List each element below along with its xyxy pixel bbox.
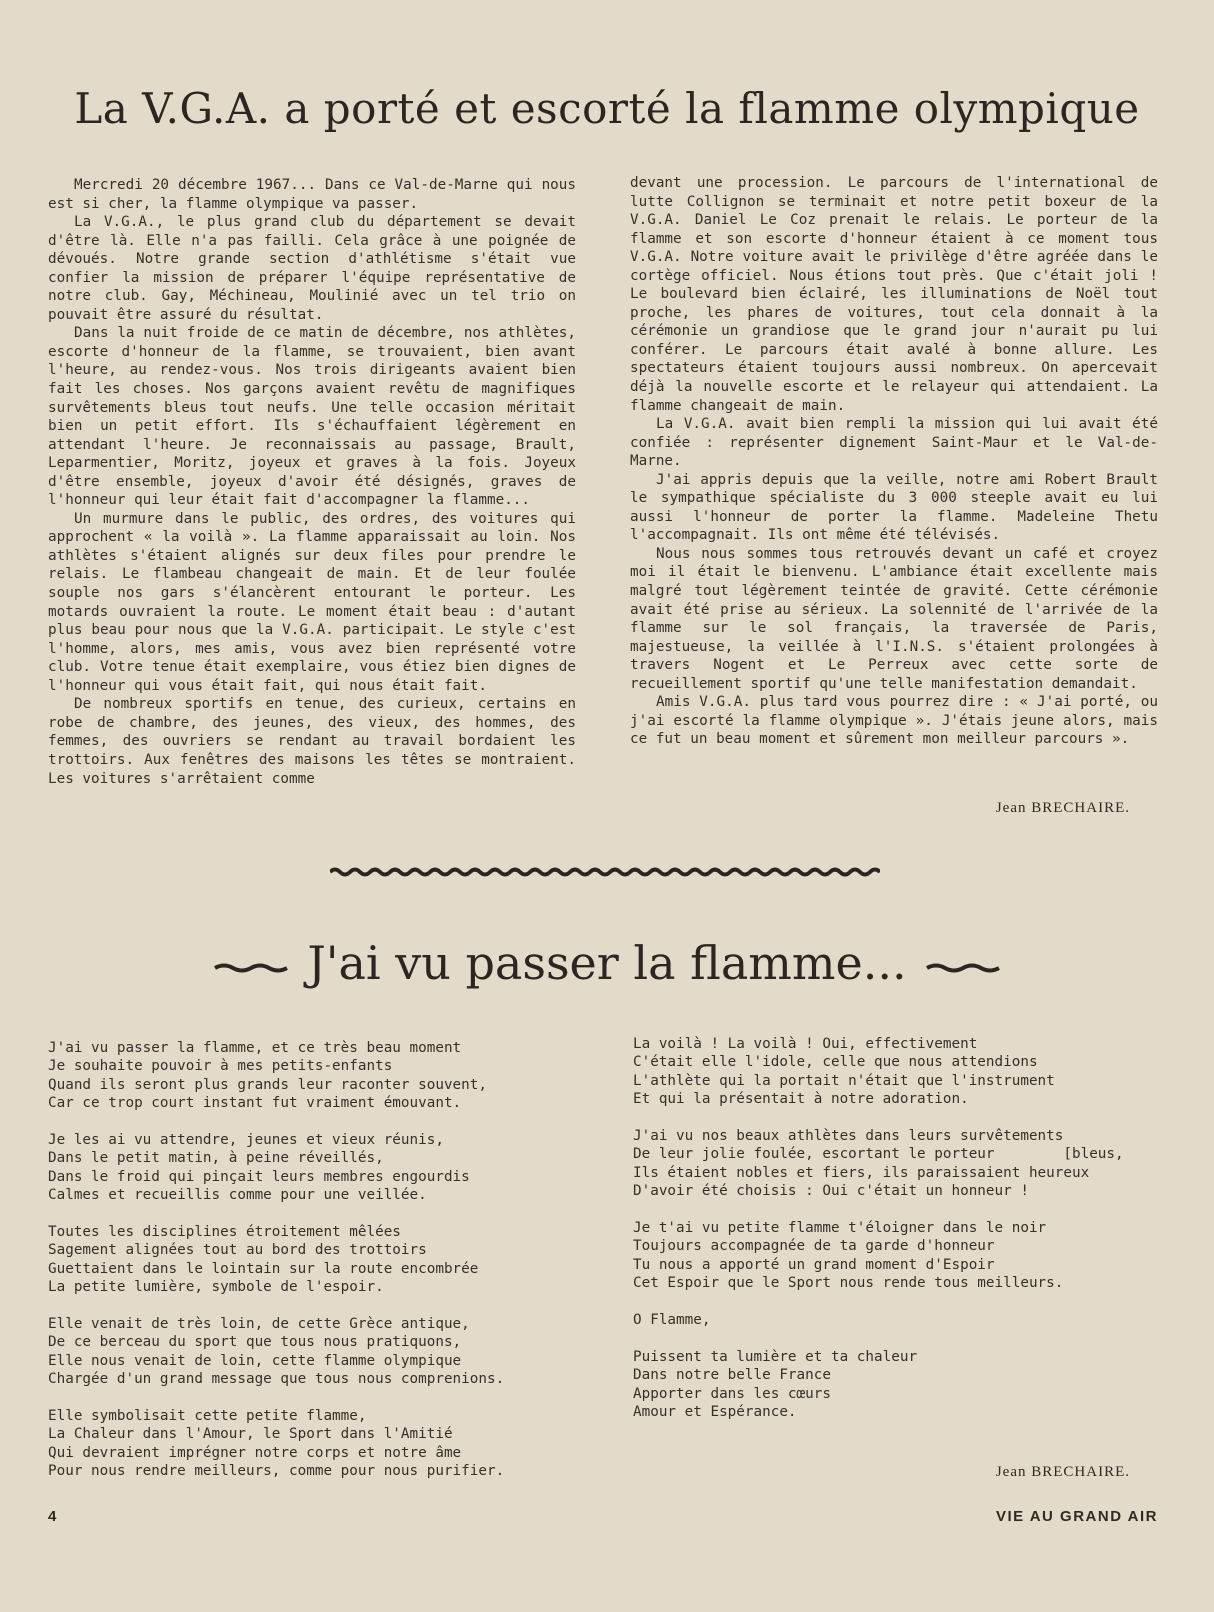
article-paragraph: Un murmure dans le public, des ordres, des voitures qui approchent « la voilà ». La flamme apparaissait au loin. Nos athlètes s'étaient alignés sur deux files pour prendre le relais. Le flambeau changeait de main. Et de leur foulée souple nos gars s'élancèrent entourant le porteur. Les motards ouvraient la route. Le moment était beau : d'autant plus beau pour nous que la V.G.A. participait. Le style c'est l'homme, alors, mes amis, vous avez bien représenté votre club. Votre tenue était exemplaire, vous étiez bien dignes de l'honneur qui vous était fait, qui nous était fait. xyxy=(48,510,576,694)
poem-line: Et qui la présentait à notre adoration. xyxy=(633,1091,969,1108)
page-number: 4 xyxy=(48,1508,57,1525)
poem-line: Guettaient dans le lointain sur la route encombrée xyxy=(48,1260,479,1277)
poem-line: La Chaleur dans l'Amour, le Sport dans l'Amitié xyxy=(48,1426,453,1443)
poem-line: Elle symbolisait cette petite flamme, xyxy=(48,1408,367,1425)
poem-line: Amour et Espérance. xyxy=(633,1404,797,1421)
poem-stanza xyxy=(633,1348,1173,1422)
poem-line: C'était elle l'idole, celle que nous attendions xyxy=(633,1054,1038,1071)
article-paragraph: Nous nous sommes tous retrouvés devant un café et croyez moi il était le bienvenu. L'ambiance était excellente mais malgré tout légèrement teintée de gravité. Cette cérémonie avait été prise au sérieux. La solennité de l'arrivée de la flamme sur le sol français, la traversée de Paris, majestueuse, la veillée à l'I.N.S. s'étaient prolongées à travers Nogent et Le Perreux avec cette sorte de recueillement sportif qu'une telle manifestation demandait. xyxy=(630,545,1158,692)
poem-line: Je les ai vu attendre, jeunes et vieux réunis, xyxy=(48,1132,444,1149)
poem-line: Elle nous venait de loin, cette flamme olympique xyxy=(48,1352,462,1369)
poem-line: Elle venait de très loin, de cette Grèce antique, xyxy=(48,1316,470,1333)
poem-line: J'ai vu nos beaux athlètes dans leurs survêtements xyxy=(633,1128,1064,1145)
poem-stanza xyxy=(48,1407,588,1481)
poem-line: Qui devraient imprégner notre corps et notre âme xyxy=(48,1444,462,1461)
poem-stanza xyxy=(48,1131,588,1205)
poem-line: Je souhaite pouvoir à mes petits-enfants xyxy=(48,1058,393,1075)
poem-line: Sagement alignées tout au bord des trottoirs xyxy=(48,1242,427,1259)
poem-stanza xyxy=(633,1219,1173,1293)
poem-stanza xyxy=(633,1127,1173,1201)
wavy-divider xyxy=(330,866,880,878)
article-paragraph: Amis V.G.A. plus tard vous pourrez dire : « J'ai porté, ou j'ai escorté la flamme olympique ». J'étais jeune alors, mais ce fut un beau moment et sûrement mon meilleur parcours ». xyxy=(630,694,1158,748)
poem-column-right xyxy=(633,1035,1173,1440)
poem-line: Cet Espoir que le Sport nous rende tous meilleurs. xyxy=(633,1275,1064,1292)
poem-column-left xyxy=(48,1039,588,1499)
poem-line: Toutes les disciplines étroitement mêlées xyxy=(48,1224,401,1241)
poem-signature: Jean BRECHAIRE. xyxy=(995,1464,1130,1480)
poem-line: Dans notre belle France xyxy=(633,1367,831,1384)
poem-line: Tu nous a apporté un grand moment d'Espoir xyxy=(633,1256,995,1273)
poem-line: Puissent ta lumière et ta chaleur xyxy=(633,1348,918,1365)
poem-stanza xyxy=(48,1223,588,1297)
poem-line: Toujours accompagnée de ta garde d'honneur xyxy=(633,1238,995,1255)
poem-line: Je t'ai vu petite flamme t'éloigner dans le noir xyxy=(633,1220,1047,1237)
article-column-left xyxy=(48,176,576,788)
article-signature: Jean BRECHAIRE. xyxy=(995,800,1130,816)
article-paragraph: J'ai appris depuis que la veille, notre ami Robert Brault le sympathique spécialiste du 3 000 steeple avait eu lui aussi l'honneur de porter la flamme. Madeleine Thetu l'accompagnait. Ils ont même été télévisés. xyxy=(630,471,1158,544)
poem-line: Dans le petit matin, à peine réveillés, xyxy=(48,1150,384,1167)
article-paragraph: De nombreux sportifs en tenue, des curieux, certains en robe de chambre, des jeunes, des vieux, des hommes, des femmes, des ouvriers se rendant au travail bordaient les trottoirs. Aux fenêtres des maisons les têtes se montraient. Les voitures s'arrêtaient comme xyxy=(48,696,576,787)
poem-line: De leur jolie foulée, escortant le porteur [bleus, xyxy=(633,1146,1124,1163)
poem-line: Dans le froid qui pinçait leurs membres engourdis xyxy=(48,1168,470,1185)
poem-title-text: J'ai vu passer la flamme... xyxy=(307,936,907,990)
poem-line: La voilà ! La voilà ! Oui, effectivement xyxy=(633,1036,978,1052)
poem-line: Apporter dans les cœurs xyxy=(633,1385,831,1402)
poem-title xyxy=(0,936,1214,990)
poem-line: Calmes et recueillis comme pour une veillée. xyxy=(48,1187,427,1204)
poem-stanza xyxy=(48,1039,588,1113)
article-title: La V.G.A. a porté et escorté la flamme olympique xyxy=(74,84,1140,133)
article-paragraph: La V.G.A. avait bien rempli la mission qui lui avait été confiée : représenter dignement Saint-Maur et le Val-de-Marne. xyxy=(630,416,1158,470)
poem-line: Quand ils seront plus grands leur raconter souvent, xyxy=(48,1076,487,1093)
article-paragraph: La V.G.A., le plus grand club du département se devait d'être là. Elle n'a pas failli. Cela grâce à une poignée de dévoués. Notre grande section d'athlétisme s'était vue confier la mission de préparer l'équipe représentative de notre club. Gay, Méchineau, Moulinié avec un tel trio on pouvait être assuré du résultat. xyxy=(48,214,576,323)
tilde-ornament-icon xyxy=(925,961,1001,973)
article-paragraph: devant une procession. Le parcours de l'international de lutte Collignon se terminait et notre petit boxeur de la V.G.A. Daniel Le Coz prenait le relais. Le porteur de la flamme et son escorte d'honneur étaient à ce moment tous V.G.A. Notre voiture avait le privilège d'être agréée dans le cortège officiel. Nous étions tout près. Que c'était joli ! Le boulevard bien éclairé, les illuminations de Noël tout proche, les phares de voitures, tout cela donnait à la cérémonie un grandiose que le grand jour n'aurait pu lui conférer. Le parcours était avalé à bonne allure. Les spectateurs étaient toujours aussi nombreux. On apercevait déjà la nouvelle escorte et le relayeur qui attendaient. La flamme changeait de main. xyxy=(630,175,1158,414)
poem-stanza xyxy=(633,1035,1173,1109)
poem-line: Car ce trop court instant fut vraiment émouvant. xyxy=(48,1095,462,1112)
poem-stanza xyxy=(48,1315,588,1389)
poem-line: Pour nous rendre meilleurs, comme pour nous purifier. xyxy=(48,1463,505,1480)
poem-line: L'athlète qui la portait n'était que l'instrument xyxy=(633,1072,1055,1089)
article-column-right xyxy=(630,174,1158,749)
article-paragraph: Dans la nuit froide de ce matin de décembre, nos athlètes, escorte d'honneur de la flamme, se trouvaient, bien avant l'heure, au rendez-vous. Nos trois dirigeants avaient bien fait les choses. Nos garçons avaient revêtu de magnifiques survêtements bleus tout neufs. Une telle occasion méritait bien un petit effort. Ils s'échauffaient légèrement en attendant l'heure. Je reconnaissais au passage, Brault, Leparmentier, Moritz, joyeux et graves à la fois. Joyeux d'être ensemble, joyeux d'avoir été désignés, graves de l'honneur qui leur était fait d'accompagner la flamme... xyxy=(48,325,576,509)
poem-line: D'avoir été choisis : Oui c'était un honneur ! xyxy=(633,1183,1029,1200)
poem-line: O Flamme, xyxy=(633,1312,711,1329)
tilde-ornament-icon xyxy=(213,961,289,973)
poem-line: J'ai vu passer la flamme, et ce très beau moment xyxy=(48,1040,462,1056)
poem-stanza xyxy=(633,1311,1173,1329)
poem-line: De ce berceau du sport que tous nous pratiquons, xyxy=(48,1334,462,1351)
article-paragraph: Mercredi 20 décembre 1967... Dans ce Val-de-Marne qui nous est si cher, la flamme olympique va passer. xyxy=(48,177,576,212)
poem-line: Ils étaient nobles et fiers, ils paraissaient heureux xyxy=(633,1164,1090,1181)
poem-line: Chargée d'un grand message que tous nous comprenions. xyxy=(48,1371,505,1388)
poem-line: La petite lumière, symbole de l'espoir. xyxy=(48,1279,384,1296)
magazine-name: VIE AU GRAND AIR xyxy=(995,1508,1158,1525)
